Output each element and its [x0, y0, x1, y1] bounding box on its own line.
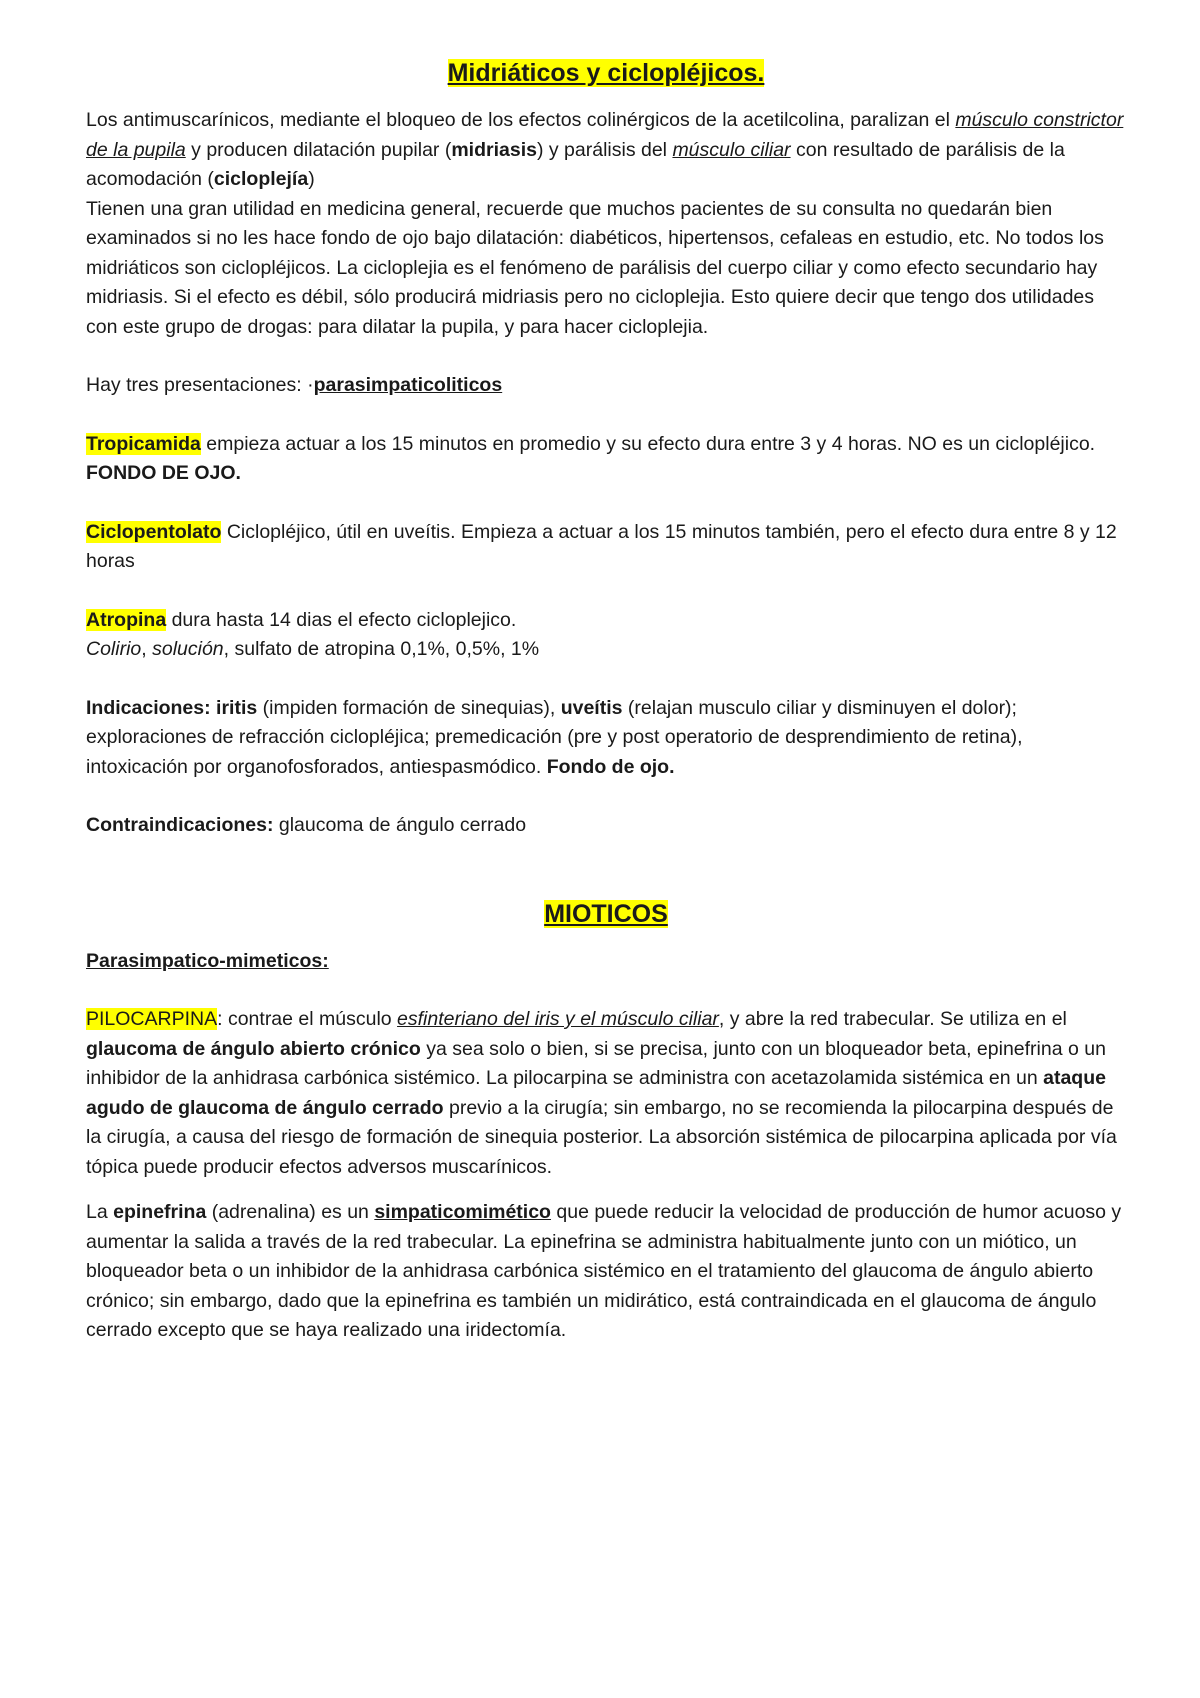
document-page: [86, 56, 1126, 1346]
atropina-paragraph: Atropina dura hasta 14 dias el efecto cicloplejico. Colirio, solución, sulfato de atropina 0,1%, 0,5%, 1%: [86, 608, 540, 660]
intro-paragraph: Los antimuscarínicos, mediante el bloqueo de los efectos colinérgicos de la acetilcolina, paralizan el músculo constrictor de la pupila y producen dilatación pupilar (midriasis) y parálisis del músculo ciliar con resultado de parálisis de la acomodación (cicloplejía): [86, 109, 1124, 190]
epinefrina-paragraph: La epinefrina (adrenalina) es un simpaticomimético que puede reducir la velocidad de producción de humor acuoso y aumentar la salida a través de la red trabecular. La epinefrina se administra habitualmente junto con un miótico, un bloqueador beta o un inhibidor de la anhidrasa carbónica sistémico en el tratamiento del glaucoma de ángulo abierto crónico; sin embargo, dado que la epinefrina es también un midirático, está contraindicada en el glaucoma de ángulo cerrado excepto que se haya realizado una iridectomía.: [86, 1201, 1122, 1341]
presentations-line: Hay tres presentaciones: ·parasimpaticoliticos: [86, 374, 503, 396]
tropicamida-paragraph: Tropicamida empieza actuar a los 15 minutos en promedio y su efecto dura entre 3 y 4 horas. NO es un ciclopléjico. FONDO DE OJO.: [86, 432, 1096, 484]
utility-paragraph: Tienen una gran utilidad en medicina general, recuerde que muchos pacientes de su consulta no quedarán bien examinados si no les hace fondo de ojo bajo dilatación: diabéticos, hipertensos, cefaleas en estudio, etc. No todos los midriáticos son ciclopléjicos. La cicloplejia es el fenómeno de parálisis del cuerpo ciliar y como efecto secundario hay midriasis. Si el efecto es débil, sólo producirá midriasis pero no cicloplejia. Esto quiere decir que tengo dos utilidades con este grupo de drogas: para dilatar la pupila, y para hacer cicloplejia.: [86, 197, 1104, 338]
section-title-mioticos: MIOTICOS: [544, 899, 668, 928]
pilocarpina-paragraph: PILOCARPINA: contrae el músculo esfinteriano del iris y el músculo ciliar, y abre la red trabecular. Se utiliza en el glaucoma de ángulo abierto crónico ya sea solo o bien, si se precisa, junto con un bloqueador beta, epinefrina o un inhibidor de la anhidrasa carbónica sistémico. La pilocarpina se administra con acetazolamida sistémica en un ataque agudo de glaucoma de ángulo cerrado previo a la cirugía; sin embargo, no se recomienda la pilocarpina después de la cirugía, a causa del riesgo de formación de sinequia posterior. La absorción sistémica de pilocarpina aplicada por vía tópica puede producir efectos adversos muscarínicos.: [86, 1008, 1117, 1178]
parasimpatico-subtitle: Parasimpatico-mimeticos:: [86, 949, 329, 972]
section-title-midriaticos: Midriáticos y ciclopléjicos.: [447, 59, 765, 87]
ciclopentolato-paragraph: Ciclopentolato Ciclopléjico, útil en uveítis. Empieza a actuar a los 15 minutos también, pero el efecto dura entre 8 y 12 horas: [86, 520, 1117, 572]
indicaciones-paragraph: Indicaciones: iritis (impiden formación de sinequias), uveítis (relajan musculo ciliar y disminuyen el dolor); exploraciones de refracción ciclopléjica; premedicación (pre y post operatorio de desprendimiento de retina), intoxicación por organofosforados, antiespasmódico. Fondo de ojo.: [86, 696, 1023, 778]
contraindicaciones-paragraph: Contraindicaciones: glaucoma de ángulo cerrado: [86, 814, 527, 836]
